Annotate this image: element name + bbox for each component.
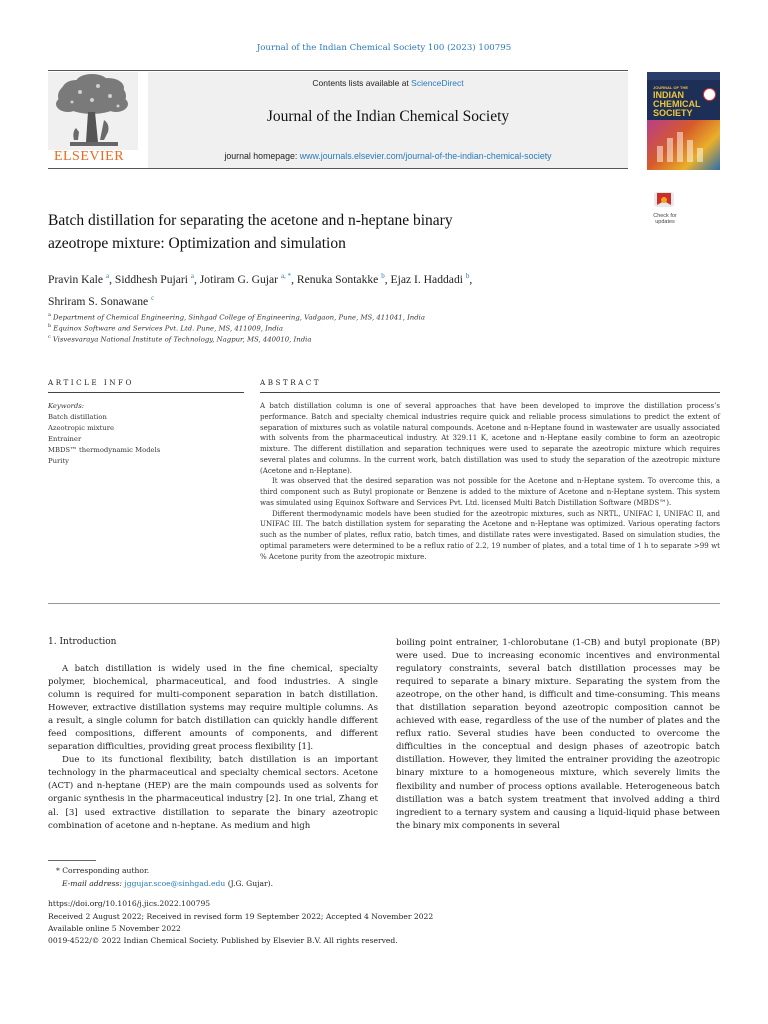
article-info-rule (48, 392, 244, 393)
abstract-end-rule (48, 603, 720, 604)
abstract-paragraph: Different thermodynamic models have been studied for the azeotropic mixtures, such as NRTL, UNIFAC I, UNIFAC II, and UNIFAC III. The batch distillation system for separating the Acetone and n-Heptane was optimized. Various operating factors such as the number of plates, reflux ratio, batch times, and distillate rates were investigated. Based on simulation studies, the optimal parameters were determined to be a reflux ratio of 2.2, 19 number of plates, and a total time of 1 h to separate >99 wt % Acetone purity from the azeotropic mixture. (260, 508, 720, 561)
keyword: Purity (48, 457, 69, 465)
abstract-paragraph: It was observed that the desired separation was not possible for the Acetone and n-Heptane system. To overcome this, a third component such as Butyl propionate or Benzene is added to the mixture of Acetone and n-Heptane system. This system was simulated using Equinox Software and Services Pvt. Ltd. licensed Multi Batch Distillation Software (MBDS™). (260, 476, 720, 507)
tree-icon (48, 72, 138, 150)
author[interactable]: Siddhesh Pujari $^a$, (114, 272, 200, 286)
contents-available-line (148, 78, 628, 88)
check-line2: updates (655, 219, 675, 225)
elsevier-wordmark: ELSEVIER (53, 149, 125, 164)
title-line-1: Batch distillation for separating the acetone and n-heptane binary (48, 212, 453, 229)
author[interactable]: Jotiram G. Gujar $^{a, *}$, (199, 272, 297, 286)
cover-line2: CHEMICAL (653, 99, 701, 109)
abstract-body (260, 401, 720, 562)
sciencedirect-link[interactable]: ScienceDirect (411, 78, 464, 88)
received-dates: Received 2 August 2022; Received in revised form 19 September 2022; Accepted 4 November 2022 (48, 912, 434, 921)
body-paragraph: boiling point entrainer, 1-chlorobutane (1-CB) and butyl propionate (BP) were used. Due to increasing economic incentives and environmental regulatory constraints, several batch distillation processes may be required to separate a binary mixture. Separating the system from the azeotrope, on the other hand, is difficult and time-consuming. This means that distillation separation beyond azeotropic composition cannot be achieved with ease, regardless of the use of the number of plates and the reflux ratio. Several studies have been conducted to overcome the difficulties in the conceptual and design phases of azeotropic batch distillation. However, they limited the entrainer providing the azeotropic binary mixture to a homogeneous mixture, which severely limits the flexibility and number of process options available. Heterogeneous batch distillation was a batch system treatment that involved adding a third ingredient to a ternary system and causing a liquid-liquid phase between the binary mix components in several (396, 638, 720, 831)
cover-line3: SOCIETY (653, 108, 693, 118)
author-affil-mark[interactable]: a (190, 272, 194, 280)
author[interactable]: Shriram S. Sonawane $^c$ (48, 293, 155, 308)
check-for-updates-label[interactable] (645, 213, 685, 225)
masthead-top-rule (48, 70, 628, 71)
introduction-heading: 1. Introduction (48, 637, 117, 647)
author-affil-mark[interactable]: b (465, 272, 470, 280)
cover-stripe (647, 72, 720, 80)
affiliation: $^c$ Visvesvaraya National Institute of Technology, Nagpur, MS, 440010, India (48, 334, 312, 344)
author[interactable]: Ejaz I. Haddadi $^b$, (390, 272, 473, 286)
abstract-paragraph: A batch distillation column is one of several approaches that have been developed to improve the distillation process’s performance. Batch and specialty chemical industries require quick and reliable process simulations to predict the extent of separation of mixtures such as volatile natural compounds. Acetone and n-Heptane found in wastewater are usually associated with solvents from the pharmaceutical industry. At 329.11 K, acetone and n-Heptane easily combine to form an azeotropic mixture. The different distillation and separation techniques were used to separate the azeotropic mixture which requires several plates and columns. In the current work, batch distillation was used to study the separation of the azeotropic mixture (Acetone and n-Heptane). (260, 401, 720, 475)
left-column (48, 663, 378, 833)
right-column (396, 637, 720, 833)
email-link[interactable]: jggujar.scoe@sinhgad.edu (124, 879, 226, 888)
contents-prefix: Contents lists available at (312, 78, 412, 88)
title-line-2: azeotrope mixture: Optimization and simulation (48, 235, 346, 252)
journal-title: Journal of the Indian Chemical Society (266, 108, 510, 125)
masthead-bottom-rule (48, 168, 628, 169)
copyright-line: 0019-4522/© 2022 Indian Chemical Society. Published by Elsevier B.V. All rights reserved. (48, 936, 398, 945)
keyword: Entrainer (48, 435, 82, 443)
footnote-rule (48, 860, 96, 861)
keyword: Batch distillation (48, 413, 107, 421)
body-paragraph: Due to its functional flexibility, batch distillation is an important technology in the pharmaceutical and specialty chemical sectors. Acetone (ACT) and n-heptane (HEP) are the main compounds used as solvents for organic synthesis in the pharmaceutical industry [2]. In one trial, Zhang et al. [3] used extractive distillation to separate the binary azeotropic combination of acetone and n-heptane. As medium and high (48, 755, 378, 831)
author-affil-mark[interactable]: c (151, 293, 155, 302)
email-line (62, 879, 273, 888)
author-affil-mark[interactable]: b (381, 272, 385, 280)
homepage-link[interactable]: www.journals.elsevier.com/journal-of-the-indian-chemical-society (299, 151, 552, 161)
cover-title (653, 85, 701, 118)
cover-small-text: JOURNAL OF THE (653, 85, 689, 90)
email-suffix: (J.G. Gujar). (225, 879, 273, 888)
homepage-label: journal homepage: (224, 151, 300, 161)
keywords-label: Keywords: (48, 402, 85, 410)
cover-bars-icon (655, 128, 713, 162)
journal-homepage-line (148, 151, 628, 161)
doi-link[interactable]: https://doi.org/10.1016/j.jics.2022.100795 (48, 899, 211, 908)
author[interactable]: Pravin Kale $^a$, (48, 272, 115, 286)
article-title (48, 209, 608, 255)
abstract-rule (260, 392, 720, 393)
cover-seal-icon (703, 88, 716, 101)
email-label: E-mail address: (62, 879, 125, 888)
author-list (48, 267, 628, 311)
check-line1: Check for (653, 213, 677, 219)
journal-cover-thumbnail[interactable] (647, 72, 720, 170)
author[interactable]: Renuka Sontakke $^b$, (296, 272, 391, 286)
keyword: MBDS™ thermodynamic Models (48, 446, 161, 454)
author-affil-mark[interactable]: a (105, 272, 110, 280)
body-paragraph: A batch distillation is widely used in the fine chemical, specialty polymer, biochemical, pharmaceutical, and food industries. A single column is required for multi-component separation in batch distillation. However, extractive distillation systems may require multiple columns. As a result, a single column for batch distillation can quickly handle different feed compositions, different amounts of components, and different separation difficulties, providing great process flexibility [1]. (48, 664, 378, 753)
abstract-heading: ABSTRACT (260, 378, 322, 387)
affiliation: $^a$ Department of Chemical Engineering, Sinhgad College of Engineering, Vadgaon, Pune, MS, 411041, India (48, 312, 425, 322)
cover-line1: INDIAN (653, 90, 684, 100)
keyword: Azeotropic mixture (48, 424, 115, 432)
author-affil-mark[interactable]: a, * (280, 272, 292, 280)
running-head[interactable]: Journal of the Indian Chemical Society 100 (2023) 100795 (256, 43, 512, 53)
corresponding-author-note: * Corresponding author. (56, 866, 150, 875)
affiliation: $^b$ Equinox Software and Services Pvt. Ltd. Pune, MS, 411009, India (48, 323, 283, 333)
available-online: Available online 5 November 2022 (48, 924, 181, 933)
article-info-heading: ARTICLE INFO (48, 378, 134, 387)
